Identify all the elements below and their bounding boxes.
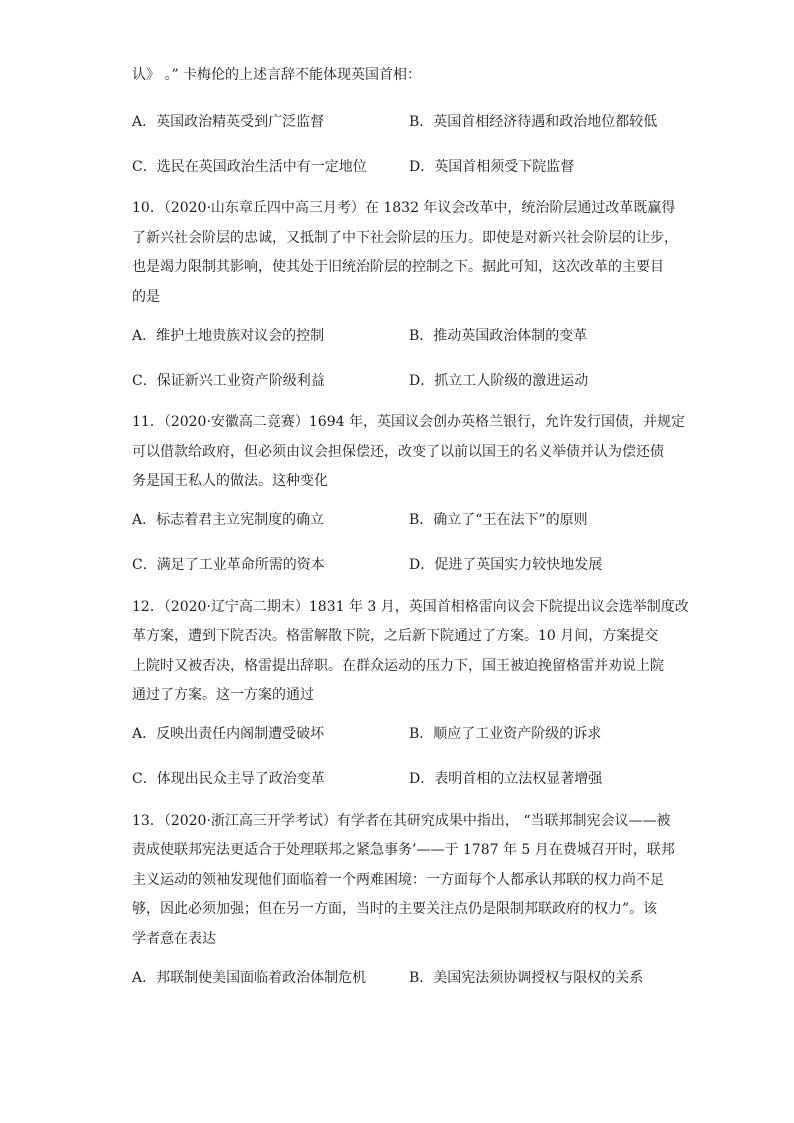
stem-line: 够，因此必须加强；但在另一方面，当时的主要关注点仍是限制邦联政府的权力”。该 xyxy=(132,901,658,917)
q13-options-row-1 xyxy=(132,954,662,999)
q12-options-row-1 xyxy=(132,711,662,756)
q10-option-a[interactable]: A．维护土地贵族对议会的控制 xyxy=(132,327,325,344)
question-12 xyxy=(132,593,689,801)
q13-option-b[interactable]: B．美国宪法须协调授权与限权的关系 xyxy=(409,969,644,986)
stem-line: 11．（2020·安徽高二竞赛）1694 年，英国议会创办英格兰银行，允许发行国债，并规定 xyxy=(132,414,685,430)
q11-option-b[interactable]: B．确立了“王在法下”的原则 xyxy=(409,512,588,528)
stem-line: 的是 xyxy=(132,288,160,305)
q11-option-d[interactable]: D．促进了英国实力较快地发展 xyxy=(409,557,603,573)
q11-options-row-2 xyxy=(132,542,662,587)
q12-option-c[interactable]: C．体现出民众主导了政治变革 xyxy=(132,771,325,787)
question-10 xyxy=(132,194,678,402)
question-11 xyxy=(132,408,685,587)
q10-options-row-1 xyxy=(132,312,662,357)
q12-options-row-2 xyxy=(132,756,662,801)
q13-option-a[interactable]: A．邦联制使美国面临着政治体制危机 xyxy=(132,969,367,986)
question-11-stem xyxy=(132,408,685,497)
q10-option-c[interactable]: C．保证新兴工业资产阶级利益 xyxy=(132,372,325,389)
q12-option-d[interactable]: D．表明首相的立法权显著增强 xyxy=(409,771,603,787)
q12-option-a[interactable]: A．反映出责任内阁制遭受破坏 xyxy=(132,726,325,742)
q9-option-a[interactable]: A．英国政治精英受到广泛监督 xyxy=(132,113,325,130)
stem-line: 责成使联邦宪法更适合于处理联邦之紧急事务’——于 1787 年 5 月在费城召开时，联邦 xyxy=(132,842,675,858)
q10-option-d[interactable]: D．抓立工人阶级的激进运动 xyxy=(409,372,589,389)
stem-line: 13．（2020·浙江高三开学考试）有学者在其研究成果中指出， “当联邦制宪会议——被 xyxy=(132,812,671,829)
stem-line: 革方案，遭到下院否决。格雷解散下院，之后新下院通过了方案。10 月间，方案提交 xyxy=(132,628,659,644)
stem-line: 上院时又被否决，格雷提出辞职。在群众运动的压力下，国王被迫挽留格雷并劝说上院 xyxy=(132,657,664,674)
q11-option-a[interactable]: A．标志着君主立宪制度的确立 xyxy=(132,512,325,528)
stem-line: 通过了方案。这一方案的通过 xyxy=(132,687,314,703)
stem-line: 了新兴社会阶层的忠诚，又抵制了中下社会阶层的压力。即使是对新兴社会阶层的让步， xyxy=(132,229,678,246)
q9-option-b[interactable]: B．英国首相经济待遇和政治地位都较低 xyxy=(409,113,658,130)
question-12-stem xyxy=(132,593,689,711)
stem-line: 10．（2020·山东章丘四中高三月考）在 1832 年议会改革中，统治阶层通过改革既赢得 xyxy=(132,200,676,216)
question-13-stem xyxy=(132,807,675,955)
stem-line: 可以借款给政府，但必须由议会担保偿还，改变了以前以国王的名义举债并认为偿还债 xyxy=(132,443,664,460)
question-10-stem xyxy=(132,194,678,312)
q9-option-d[interactable]: D．英国首相须受下院监督 xyxy=(409,158,575,175)
question-content xyxy=(132,60,689,999)
q9-options-row-1 xyxy=(132,98,662,143)
question-9-tail: 认》 。” 卡梅伦的上述言辞不能体现英国首相： xyxy=(132,67,422,83)
stem-line: 12．（2020·辽宁高二期末）1831 年 3 月，英国首相格雷向议会下院提出议会选举制度改 xyxy=(132,598,689,615)
stem-line: 主义运动的领袖发现他们面临着一个两难困境：一方面每个人都承认邦联的权力尚不足 xyxy=(132,871,664,888)
q10-options-row-2 xyxy=(132,357,662,402)
q11-option-c[interactable]: C．满足了工业革命所需的资本 xyxy=(132,557,325,573)
stem-line: 务是国王私人的做法。这种变化 xyxy=(132,473,328,489)
stem-line: 学者意在表达 xyxy=(132,930,216,947)
question-13 xyxy=(132,807,675,1000)
q10-option-b[interactable]: B．推动英国政治体制的变革 xyxy=(409,327,588,344)
q9-option-c[interactable]: C．选民在英国政治生活中有一定地位 xyxy=(132,158,367,175)
q11-options-row-1 xyxy=(132,497,662,542)
q9-options-row-2 xyxy=(132,143,662,188)
stem-line: 也是竭力限制其影响，使其处于旧统治阶层的控制之下。据此可知，这次改革的主要目 xyxy=(132,259,664,275)
q12-option-b[interactable]: B．顺应了工业资产阶级的诉求 xyxy=(409,726,602,742)
